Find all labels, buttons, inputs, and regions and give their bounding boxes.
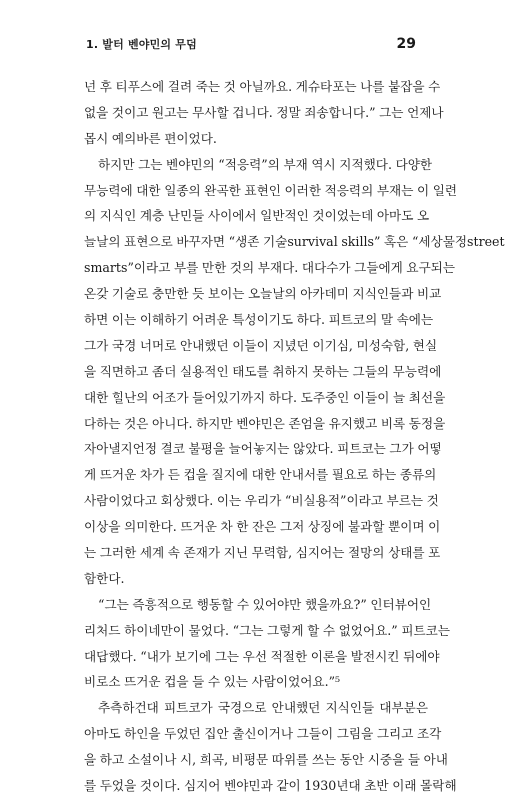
text-line: 의 지식인 계층 난민들 사이에서 일반적인 것이었는데 아마도 오 [84,208,430,224]
text-line: 하면 이는 이해하기 어려운 특성이기도 하다. 피트코의 말 속에는 [84,312,434,328]
text-line: 함한다. [84,570,125,586]
text-line: 이상을 의미한다. 뜨거운 차 한 잔은 그저 상징에 불과할 뿐이며 이 [84,519,441,535]
text-line: 다하는 것은 아니다. 하지만 벤야민은 존엄을 유지했고 비록 동정을 [84,415,446,431]
text-line: 자아낼지언정 결코 불평을 늘어놓지는 않았다. 피트코는 그가 어떻 [84,441,442,457]
body-text [84,74,505,799]
text-line: 몹시 예의바른 편이었다. [84,130,217,146]
text-line: 대답했다. “내가 보기에 그는 우선 적절한 이론을 발전시킨 뒤에야 [84,648,440,664]
text-line: 추측하건대 피트코가 국경으로 안내했던 지식인들 대부분은 [98,700,428,716]
text-line: 늘날의 표현으로 바꾸자면 “생존 기술survival skills” 혹은 “세상물정street [84,234,505,250]
text-line: 대한 힐난의 어조가 들어있기까지 하다. 도주중인 이들이 늘 최선을 [84,389,446,405]
text-line: “그는 즉흥적으로 행동할 수 있어야만 했을까요?” 인터뷰어인 [98,596,432,612]
text-line: 아마도 하인을 두었던 집안 출신이거나 그들이 그림을 그리고 조각 [84,726,442,742]
text-line: 을 직면하고 좀더 실용적인 태도를 취하지 못하는 그들의 무능력에 [84,363,442,379]
text-line: smarts”이라고 부를 만한 것의 부재다. 대다수가 그들에게 요구되는 [84,260,456,276]
text-line: 사람이었다고 회상했다. 이는 우리가 “비실용적”이라고 부르는 것 [84,493,439,509]
page-header [86,36,416,58]
text-line: 무능력에 대한 일종의 완곡한 표현인 이러한 적응력의 부재는 이 일련 [84,182,458,198]
text-line: 그가 국경 너머로 안내했던 이들이 지녔던 이기심, 미성숙함, 현실 [84,337,438,353]
text-line: 비로소 뜨거운 컵을 들 수 있는 사람이었어요.”⁵ [84,674,341,690]
text-line: 를 두었을 것이다. 심지어 벤야민과 같이 1930년대 초반 이래 몰락해 [84,778,457,794]
text-line: 온갖 기술로 충만한 듯 보이는 오늘날의 아카데미 지식인들과 비교 [84,286,442,302]
text-line: 게 뜨거운 차가 든 컵을 질지에 대한 안내서를 필요로 하는 종류의 [84,467,437,483]
text-line: 는 그러한 세계 속 존재가 지닌 무력함, 심지어는 절망의 상태를 포 [84,545,441,561]
text-line: 없을 것이고 원고는 무사할 겁니다. 정말 죄송합니다.” 그는 언제나 [84,104,444,120]
running-head: 1. 발터 벤야민의 무덤 [86,38,197,51]
text-line: 하지만 그는 벤야민의 “적응력”의 부재 역시 지적했다. 다양한 [98,156,433,172]
text-line: 리처드 하이네만이 물었다. “그는 그렇게 할 수 없었어요.” 피트코는 [84,622,451,638]
text-line: 넌 후 티푸스에 걸려 죽는 것 아닐까요. 게슈타포는 나를 붙잡을 수 [84,79,441,94]
page-number: 29 [396,36,416,52]
text-line: 을 하고 소설이나 시, 희곡, 비평문 따위를 쓰는 동안 시중을 들 아내 [84,752,448,768]
